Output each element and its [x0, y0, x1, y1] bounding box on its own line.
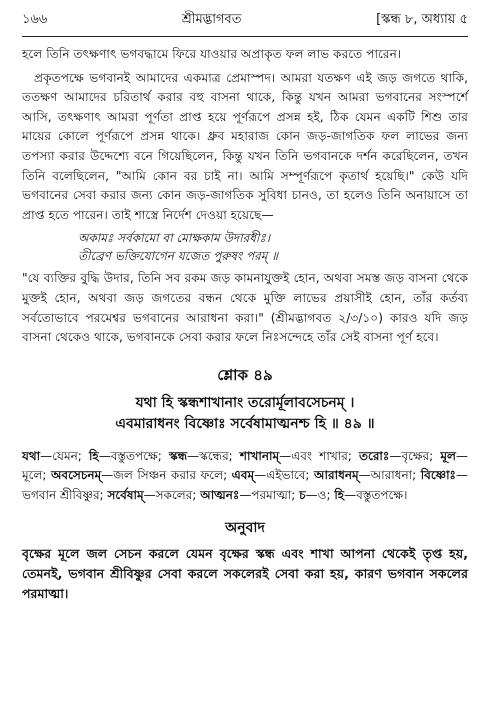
book-page — [22, 10, 468, 604]
section-reference: [স্কন্ধ ৮, অধ্যায় ৫ — [376, 12, 468, 27]
sanskrit-word: এবম্ — [231, 468, 255, 483]
sloka-verse — [22, 393, 468, 435]
sanskrit-word: অবসেচনম্ — [51, 468, 102, 483]
sanskrit-word: সর্বেষাম্ — [107, 487, 144, 502]
sanskrit-word: চ — [299, 487, 306, 502]
purport-paragraph-2: প্রকৃতপক্ষে ভগবানই আমাদের একমাত্র প্রেমাস্পদ। আমরা যতক্ষণ এই জড় জগতে থাকি, ততক্ষণ আমাদের চরিতার্থ করার বহু বাসনা থাকে, কিন্তু যখন আমরা ভগবানের সংস্পর্শে আসি, তৎক্ষণাৎ আমরা পূর্ণতা প্রাপ্ত হয়ে পূর্ণরূপে প্রসন্ন হই, ঠিক যেমন একটি শিশু তার মায়ের কোলে পূর্ণরূপে প্রসন্ন থাকে। ধ্রুব মহারাজ কোন জড়-জাগতিক ফল লাভের জন্য তপস্যা করার উদ্দেশ্যে বনে গিয়েছিলেন, কিন্তু যখন তিনি ভগবানকে দর্শন করেছিলেন, তখন তিনি বলেছিলেন, "আমি কোন বর চাই না। আমি সম্পূর্ণরূপে কৃতার্থ হয়েছি।" কেউ যদি ভগবানের সেবা করার জন্য কোন জড়-জাগতিক সুবিধা চানও, তা হলেও তিনি অনায়াসে তা প্রাপ্ত হতে পারেন। তাই শাস্ত্রে নির্দেশ দেওয়া হয়েছে— — [22, 70, 468, 222]
sanskrit-word: মূল — [440, 448, 456, 463]
word-meanings — [22, 447, 468, 506]
sanskrit-word: হি — [88, 448, 99, 463]
sanskrit-word: আরাধনম্ — [314, 468, 359, 483]
word-meaning-item: যথা—যেমন; — [22, 448, 82, 463]
word-meaning: জল সিঞ্চন করার ফলে; — [113, 468, 228, 483]
word-meaning: মূলে; — [22, 468, 47, 483]
word-meaning-item: তরোঃ—বৃক্ষের; — [359, 448, 434, 463]
sanskrit-word: যথা — [22, 448, 41, 463]
word-meaning-item: আরাধনম্—আরাধনা; — [314, 468, 417, 483]
word-meaning-item: হি—বস্তুতপক্ষে। — [334, 487, 408, 502]
sloka-heading: শ্লোক ৪৯ — [217, 365, 273, 384]
sanskrit-word: বিষ্ণোঃ — [420, 468, 456, 483]
word-meaning: এইভাবে; — [266, 468, 310, 483]
word-meaning: যেমন; — [52, 448, 82, 463]
quoted-verse — [78, 229, 468, 265]
word-meaning-item: স্কন্ধ—স্কন্ধের; — [168, 448, 233, 463]
word-meaning-item: সর্বেষাম্—সকলের; — [107, 487, 197, 502]
sanskrit-word: তরোঃ — [359, 448, 390, 463]
sloka-line-2: এবমারাধনং বিষ্ণোঃ সর্বেষামাত্মনশ্চ হি ॥ ৪৯ ॥ — [115, 415, 375, 432]
quoted-verse-line-1: অকামঃ সর্বকামো বা মোক্ষকাম উদারধীঃ। — [78, 231, 271, 246]
word-meaning: এবং শাখার; — [291, 448, 352, 463]
word-meaning-item: চ—ও; — [299, 487, 331, 502]
word-meaning: ভগবান শ্রীবিষ্ণুর; — [22, 487, 104, 502]
word-meaning-item: হি—বস্তুতপক্ষে; — [88, 448, 162, 463]
sanskrit-word: হি — [334, 487, 345, 502]
word-meaning: স্কন্ধের; — [199, 448, 233, 463]
word-meaning: সকলের; — [155, 487, 197, 502]
word-meaning: ও; — [317, 487, 331, 502]
word-meaning-item: এবম্—এইভাবে; — [231, 468, 310, 483]
word-meaning-item: বিষ্ণোঃ—ভগবান শ্রীবিষ্ণুর; — [22, 468, 468, 502]
translation-heading: অনুবাদ — [225, 519, 265, 536]
word-meaning: বস্তুতপক্ষে; — [110, 448, 162, 463]
word-meaning: আরাধনা; — [370, 468, 417, 483]
translation-text: বৃক্ষের মূলে জল সেচন করলে যেমন বৃক্ষের স্কন্ধ এবং শাখা আপনা থেকেই তৃপ্ত হয়, তেমনই, ভগবান শ্রীবিষ্ণুর সেবা করলে সকলেরই সেবা করা হয়, কারণ ভগবান সকলের পরমাত্মা। — [22, 545, 468, 601]
purport-paragraph-3: "যে ব্যক্তির বুদ্ধি উদার, তিনি সব রকম জড় কামনাযুক্তই হোন, অথবা সমস্ত জড় বাসনা থেকে মুক্তই হোন, অথবা জড় জগতের বন্ধন থেকে মুক্তি লাভের প্রয়াসীই হোন, তাঁর কর্তব্য সর্বতোভাবে পরমেশ্বর ভগবানের আরাধনা করা।" (শ্রীমদ্ভাগবত ২/৩/১০) কারও যদি জড় বাসনা থেকেও থাকে, ভগবানকে সেবা করার ফলে নিঃসন্দেহে তাঁর সেই বাসনা পূর্ণ হবে। — [22, 271, 468, 345]
quoted-verse-line-2: তীব্রেণ ভক্তিযোগেন যজেত পুরুষং পরম্ ॥ — [78, 249, 279, 264]
sloka-line-1: যথা হি স্কন্ধশাখানাং তরোর্মূলাবসেচনম্ । — [135, 394, 355, 411]
sanskrit-word: স্কন্ধ — [168, 448, 188, 463]
book-title: শ্রীমদ্ভাগবত — [181, 12, 242, 27]
sanskrit-word: শাখানাম্ — [239, 448, 280, 463]
sanskrit-word: আত্মনঃ — [200, 487, 240, 502]
purport-paragraph-1: হলে তিনি তৎক্ষণাৎ ভগবদ্ধামে ফিরে যাওয়ার অপ্রাকৃত ফল লাভ করতে পারেন। — [22, 47, 402, 61]
word-meaning-item: আত্মনঃ—পরমাত্মা; — [200, 487, 296, 502]
word-meaning: বৃক্ষের; — [401, 448, 434, 463]
word-meaning-item: শাখানাম্—এবং শাখার; — [239, 448, 352, 463]
word-meaning-item: মূল—মূলে; — [22, 448, 468, 483]
word-meaning: পরমাত্মা; — [251, 487, 296, 502]
page-number: ১৬৬ — [22, 12, 48, 27]
word-meaning-item: অবসেচনম্—জল সিঞ্চন করার ফলে; — [51, 468, 228, 483]
word-meaning: বস্তুতপক্ষে। — [356, 487, 408, 502]
page-header — [22, 10, 468, 37]
